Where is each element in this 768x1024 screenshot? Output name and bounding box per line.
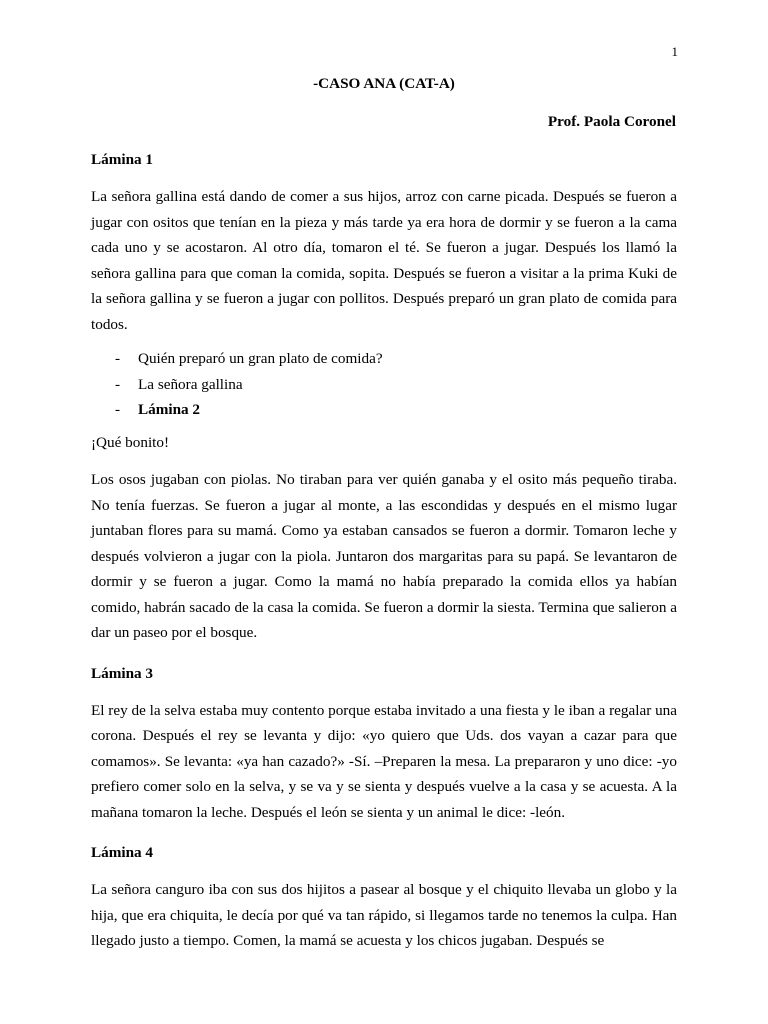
document-body xyxy=(91,150,677,963)
lamina-1-heading: Lámina 1 xyxy=(91,151,154,168)
lamina-3-paragraph: El rey de la selva estaba muy contento porque estaba invitado a una fiesta y le iban a regalar una corona. Después el rey se levanta y dijo: «yo quiero que Uds. dos vayan a cazar para que comamos». Se levanta: «ya han cazado?» -Sí. –Preparen la mesa. La prepararon y uno dice: -yo prefiero comer solo en la selva, y se va y se sienta y después vuelve a la casa y se acuesta. A la mañana tomaron la leche. Después el león se sienta y un animal le dice: -león. xyxy=(91,701,677,821)
lamina-2-exclamation: ¡Qué bonito! xyxy=(91,433,170,451)
lamina-2-heading: Lámina 2 xyxy=(138,401,201,418)
list-item-text: Quién preparó un gran plato de comida? xyxy=(138,350,383,367)
author-name: Prof. Paola Coronel xyxy=(547,113,676,130)
lamina-3-heading: Lámina 3 xyxy=(91,664,154,682)
lamina-2-paragraph: Los osos jugaban con piolas. No tiraban para ver quién ganaba y el osito más pequeño tiraba. No tenía fuerzas. Se fueron a jugar al monte, a las escondidas y después en el mismo lugar juntaban flores para su mamá. Como ya estaban cansados se fueron a dormir. Tomaron leche y después volvieron a jugar con la piola. Juntaron dos margaritas para su papá. Se levantaron de dormir y se fueron a jugar. Como la mamá no había preparado la comida ellos ya habían comido, habrán sacado de la casa la comida. Se fueron a dormir la siesta. Termina que salieron a dar un paseo por el bosque. xyxy=(91,471,677,641)
list-dash: - xyxy=(115,401,121,418)
list-item xyxy=(91,397,677,423)
question-answer-list xyxy=(91,346,677,423)
list-item xyxy=(91,372,677,398)
list-item xyxy=(91,346,677,372)
lamina-1-paragraph: La señora gallina está dando de comer a sus hijos, arroz con carne picada. Después se fueron a jugar con ositos que tenían en la pieza y más tarde ya era hora de dormir y se fueron a la cama cada uno y se acostaron. Al otro día, tomaron el té. Se fueron a jugar. Después los llamó la señora gallina para que coman la comida, sopita. Después se fueron a visitar a la prima Kuki de la señora gallina y se fueron a jugar con pollitos. Después preparó un gran plato de comida para todos. xyxy=(91,188,677,333)
page-number: 1 xyxy=(671,44,678,59)
document-title: -CASO ANA (CAT-A) xyxy=(313,75,455,92)
lamina-4-heading: Lámina 4 xyxy=(91,844,154,861)
list-dash: - xyxy=(115,375,121,393)
list-item-text: La señora gallina xyxy=(138,375,243,393)
list-dash: - xyxy=(115,350,121,367)
lamina-4-paragraph: La señora canguro iba con sus dos hijitos a pasear al bosque y el chiquito llevaba un globo y la hija, que era chiquita, le decía por qué va tan rápido, si llegamos tarde no tenemos la culpa. Han llegado justo a tiempo. Comen, la mamá se acuesta y los chicos jugaban. Después se xyxy=(91,881,677,949)
